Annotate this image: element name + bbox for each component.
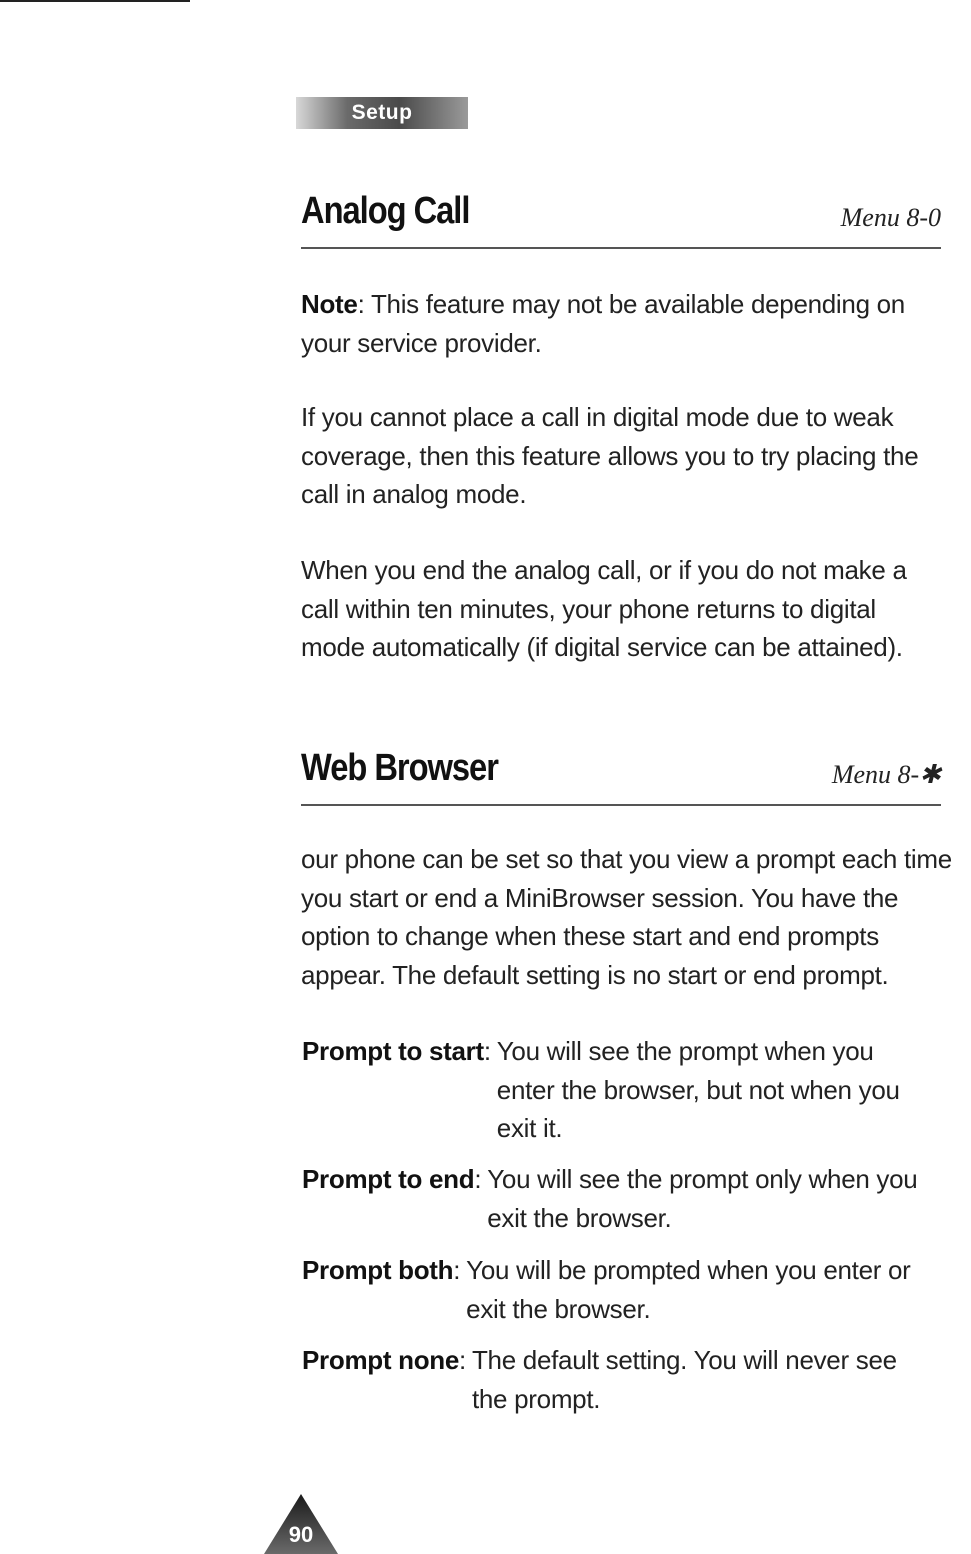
analog-call-paragraph-2: When you end the analog call, or if you do not make a call within ten minutes, your phone returns to digital mode automatically (if digital service can be attained). — [301, 555, 907, 662]
option-label: Prompt to start — [302, 1036, 484, 1066]
analog-call-title: Analog Call — [301, 190, 470, 232]
option-label: Prompt none — [302, 1345, 460, 1375]
section-tab — [296, 97, 468, 129]
top-rule — [0, 0, 190, 2]
option-label: Prompt both — [302, 1255, 454, 1285]
note-text: : This feature may not be available depending on your service provider. — [301, 289, 905, 358]
option-desc: You will see the prompt only when you exit the browser. — [487, 1164, 918, 1233]
section-tab-label: Setup — [351, 101, 413, 124]
option-prompt-both: Prompt both: You will be prompted when you enter or exit the browser. — [302, 1251, 962, 1328]
web-browser-menu-ref: Menu 8-✱ — [831, 760, 941, 789]
option-desc: The default setting. You will never see the prompt. — [471, 1345, 897, 1414]
analog-call-note — [301, 285, 941, 362]
option-prompt-none: Prompt none: The default setting. You will never see the prompt. — [302, 1341, 962, 1418]
page-number-badge — [262, 1492, 340, 1554]
option-prompt-to-end: Prompt to end: You will see the prompt only when you exit the browser. — [302, 1160, 962, 1237]
option-prompt-to-start: Prompt to start: You will see the prompt when you enter the browser, but not when you exit it. — [302, 1032, 962, 1148]
web-browser-heading — [301, 747, 941, 806]
option-label: Prompt to end — [302, 1164, 475, 1194]
web-browser-intro: our phone can be set so that you view a prompt each time you start or end a MiniBrowser session. You have the option to change when these start and end prompts appear. The default setting is no start or end prompt. — [301, 844, 952, 990]
option-desc: You will see the prompt when you enter the browser, but not when you exit it. — [496, 1036, 900, 1143]
analog-call-paragraph-1: If you cannot place a call in digital mode due to weak coverage, then this feature allows you to try placing the call in analog mode. — [301, 402, 919, 509]
analog-call-heading — [301, 190, 941, 249]
web-browser-title: Web Browser — [301, 747, 498, 789]
analog-call-menu-ref: Menu 8-0 — [840, 203, 941, 232]
note-label: Note — [301, 289, 358, 319]
option-desc: You will be prompted when you enter or exit the browser. — [466, 1255, 911, 1324]
page-number: 90 — [288, 1522, 314, 1547]
